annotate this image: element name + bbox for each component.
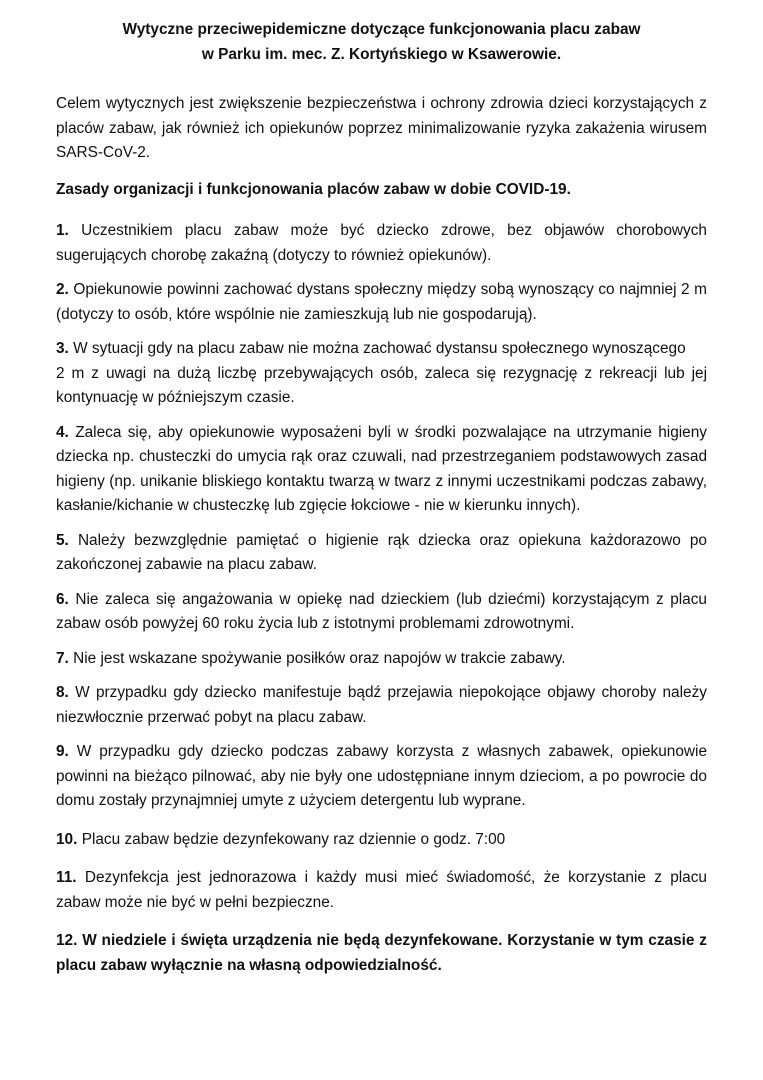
- rule-8: [56, 681, 707, 730]
- rule-number: 6.: [56, 590, 69, 608]
- rule-text: Uczestnikiem placu zabaw może być dziecko zdrowe, bez objawów chorobowych sugerujących chorobę zakaźną (dotyczy to również opiekunów).: [56, 222, 707, 264]
- rule-text: W przypadku gdy dziecko podczas zabawy korzysta z własnych zabawek, opiekunowie powinni na bieżąco pilnować, aby nie były one udostępniane innym dzieciom, a po powrocie do domu zostały przynajmniej umyte z użyciem detergentu lub wyprane.: [56, 743, 707, 809]
- rule-number: 11.: [56, 869, 77, 886]
- rule-4: [56, 421, 707, 519]
- rule-1: [56, 219, 707, 268]
- document-title: [56, 18, 707, 67]
- rule-10: [56, 828, 707, 853]
- rule-12: [56, 929, 707, 978]
- section-heading: Zasady organizacji i funkcjonowania placów zabaw w dobie COVID-19.: [56, 180, 571, 198]
- rule-text-continued: 2 m z uwagi na dużą liczbę przebywających osób, zaleca się rezygnację z rekreacji lub jej kontynuację w późniejszym czasie.: [56, 364, 707, 406]
- rule-text: Placu zabaw będzie dezynfekowany raz dziennie o godz. 7:00: [81, 830, 506, 848]
- rule-text: W niedziele i święta urządzenia nie będą dezynfekowane. Korzystanie w tym czasie z placu zabaw wyłącznie na własną odpowiedzialność.: [56, 932, 707, 974]
- intro-paragraph: Celem wytycznych jest zwiększenie bezpieczeństwa i ochrony zdrowia dzieci korzystających z placów zabaw, jak również ich opiekunów poprzez minimalizowanie ryzyka zakażenia wirusem SARS-CoV-2.: [56, 95, 707, 161]
- rule-3-first-line: [56, 337, 707, 362]
- rule-number: 10.: [56, 830, 78, 848]
- title-line-1: Wytyczne przeciwepidemiczne dotyczące funkcjonowania placu zabaw: [122, 21, 641, 38]
- rule-text: Nie jest wskazane spożywanie posiłków oraz napojów w trakcie zabawy.: [73, 649, 566, 667]
- rule-number: 8.: [56, 684, 69, 701]
- rule-2: [56, 278, 707, 327]
- rule-9: [56, 740, 707, 814]
- rule-7: [56, 647, 707, 672]
- rule-number: 12.: [56, 932, 78, 949]
- rule-text: W przypadku gdy dziecko manifestuje bądź przejawia niepokojące objawy choroby należy niezwłocznie przerwać pobyt na placu zabaw.: [56, 684, 707, 726]
- rule-text: Nie zaleca się angażowania w opiekę nad dzieckiem (lub dziećmi) korzystającym z placu zabaw osób powyżej 60 roku życia lub z istotnymi problemami zdrowotnymi.: [56, 590, 707, 632]
- title-line-2: w Parku im. mec. Z. Kortyńskiego w Ksawerowie.: [201, 45, 562, 63]
- rule-number: 3.: [56, 340, 69, 357]
- rule-number: 1.: [56, 222, 69, 239]
- rule-text: W sytuacji gdy na placu zabaw nie można zachować dystansu społecznego wynoszącego: [73, 340, 686, 357]
- rule-number: 7.: [56, 649, 69, 667]
- rule-number: 5.: [56, 531, 69, 549]
- rule-11: [56, 866, 707, 915]
- rule-text: Zaleca się, aby opiekunowie wyposażeni byli w środki pozwalające na utrzymanie higieny dziecka np. chusteczki do umycia rąk oraz czuwali, nad przestrzeganiem podstawowych zasad higieny (np. unikanie bliskiego kontaktu twarzą w twarz z innymi uczestnikami podczas zabawy, kasłanie/kichanie w chusteczkę lub zgięcie łokciowe - nie w kierunku innych).: [56, 423, 707, 514]
- rule-6: [56, 588, 707, 637]
- rule-text: Należy bezwzględnie pamiętać o higienie rąk dziecka oraz opiekuna każdorazowo po zakończonej zabawie na placu zabaw.: [56, 531, 707, 573]
- rule-text: Opiekunowie powinni zachować dystans społeczny między sobą wynoszący co najmniej 2 m (dotyczy to osób, które wspólnie nie zamieszkują lub nie gospodarują).: [56, 281, 707, 323]
- rule-text: Dezynfekcja jest jednorazowa i każdy musi mieć świadomość, że korzystanie z placu zabaw może nie być w pełni bezpieczne.: [56, 869, 707, 911]
- rule-5: [56, 529, 707, 578]
- rule-number: 2.: [56, 281, 69, 298]
- rule-number: 9.: [56, 743, 69, 760]
- rule-number: 4.: [56, 423, 69, 441]
- rule-3: [56, 337, 707, 411]
